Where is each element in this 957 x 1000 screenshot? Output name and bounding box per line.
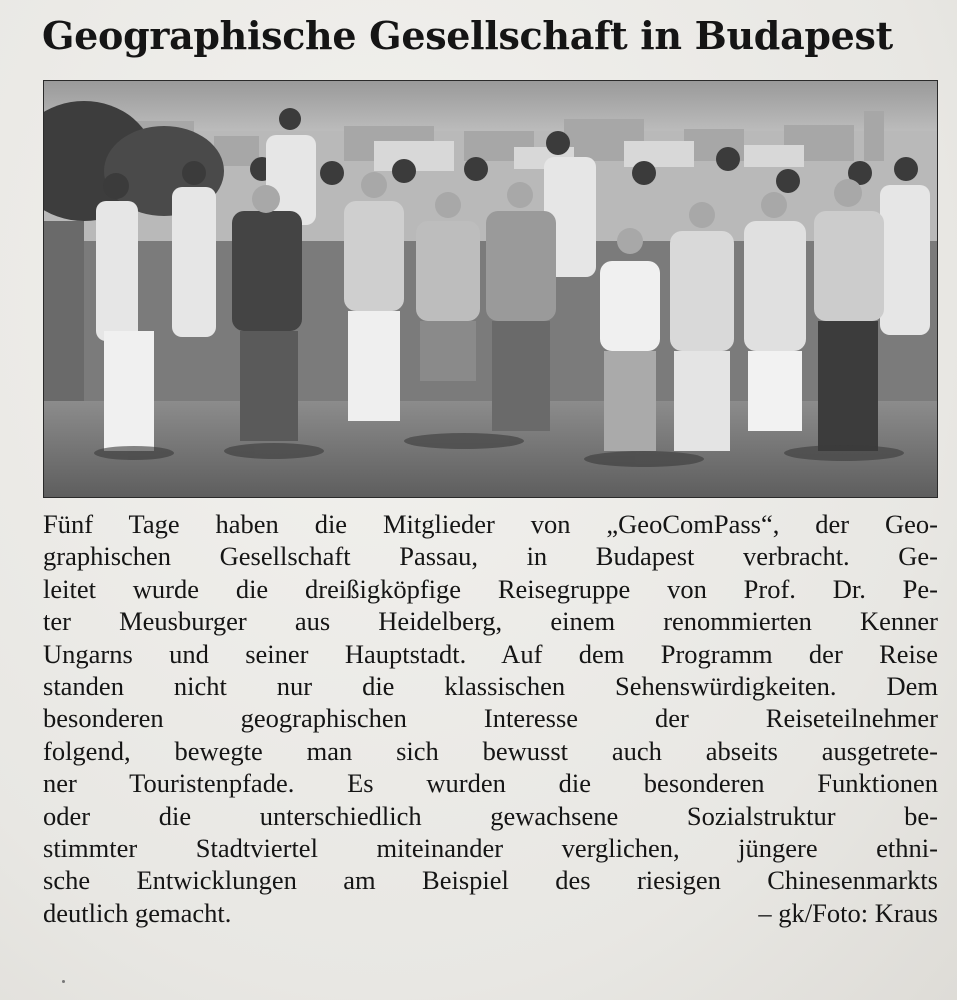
- body-line: Fünf Tage haben die Mitglieder von „GeoComPass“, der Geo-: [43, 509, 938, 539]
- body-line: stimmter Stadtviertel miteinander verglichen, jüngere ethni-: [43, 832, 938, 863]
- article-headline: Geographische Gesellschaft in Budapest: [42, 13, 893, 58]
- body-line-final-text: deutlich gemacht.: [43, 897, 232, 928]
- body-line: sche Entwicklungen am Beispiel des riesigen Chinesenmarkts: [43, 865, 938, 896]
- body-line: ter Meusburger aus Heidelberg, einem renommierten Kenner: [43, 606, 938, 637]
- body-line: oder die unterschiedlich gewachsene Sozialstruktur be-: [43, 800, 938, 831]
- photo-credit: – gk/Foto: Kraus: [758, 897, 938, 928]
- body-line: standen nicht nur die klassischen Sehenswürdigkeiten. Dem: [43, 670, 938, 701]
- body-line: Ungarns und seiner Hauptstadt. Auf dem Programm der Reise: [43, 638, 938, 669]
- body-line: leitet wurde die dreißigköpfige Reisegruppe von Prof. Dr. Pe-: [43, 573, 938, 604]
- group-photo: [43, 80, 938, 498]
- body-line: folgend, bewegte man sich bewusst auch abseits ausgetrete-: [43, 735, 938, 766]
- body-line: graphischen Gesellschaft Passau, in Budapest verbracht. Ge-: [43, 541, 938, 572]
- print-speck: [62, 980, 65, 983]
- body-line-final: [43, 897, 938, 929]
- body-line: ner Touristenpfade. Es wurden die besonderen Funktionen: [43, 768, 938, 799]
- body-line: besonderen geographischen Interesse der Reiseteilnehmer: [43, 703, 938, 734]
- article-body: [43, 508, 938, 929]
- group-photo-icon: [44, 81, 937, 497]
